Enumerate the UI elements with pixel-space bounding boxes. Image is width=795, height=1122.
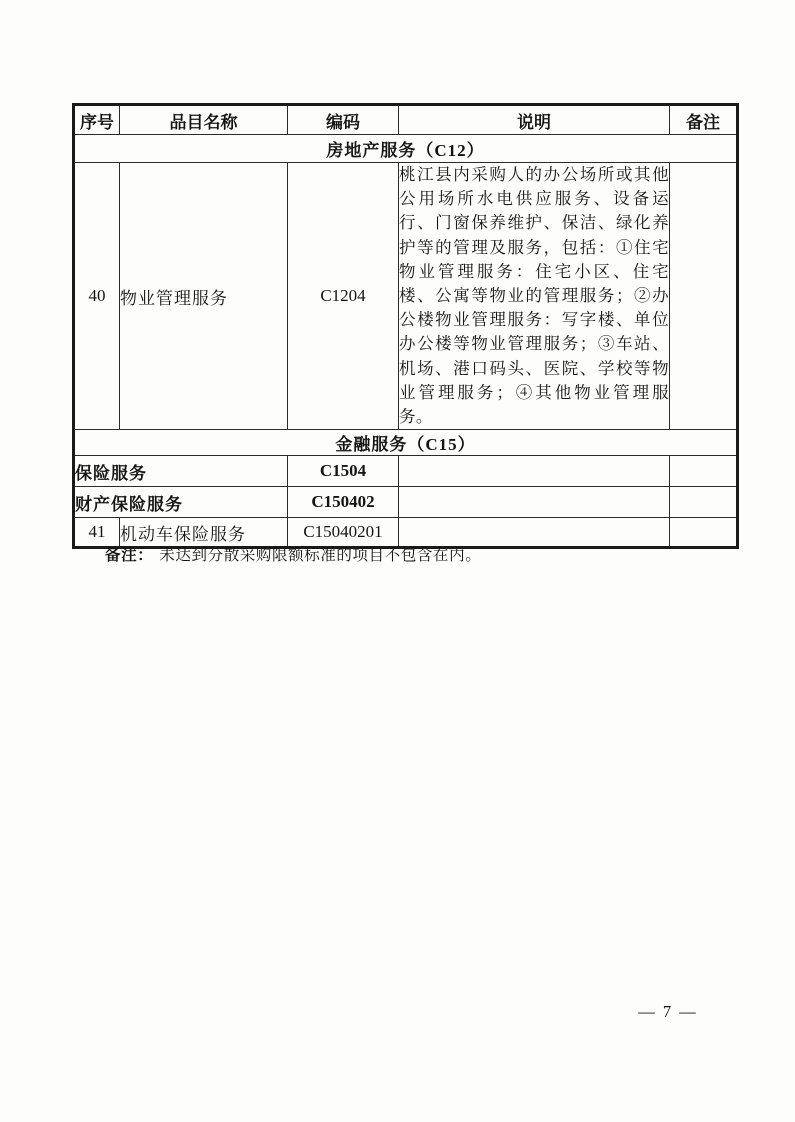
cell-remarks [670, 518, 738, 548]
section-row-financial [74, 430, 738, 456]
cell-serial-number: 41 [74, 518, 120, 548]
table-row [74, 487, 738, 518]
table-header-row [74, 105, 738, 135]
cell-item-name: 机动车保险服务 [120, 518, 288, 548]
cell-remarks [670, 163, 738, 430]
header-serial-number: 序号 [74, 105, 120, 135]
cell-description [399, 163, 670, 430]
footnote-text: 未达到分散采购限额标准的项目不包含在内。 [159, 547, 482, 564]
page-number: — 7 — [638, 1002, 698, 1021]
cell-category-name: 保险服务 [74, 456, 288, 487]
description-text: 桃江县内采购人的办公场所或其他公用场所水电供应服务、设备运行、门窗保养维护、保洁、绿化养护等的管理及服务，包括：①住宅物业管理服务：住宅小区、住宅楼、公寓等物业的管理服务；②办公楼物业管理服务：写字楼、单位办公楼等物业管理服务；③车站、机场、港口码头、医院、学校等物业管理服务；④其他物业管理服务。 [399, 165, 669, 427]
cell-remarks [670, 487, 738, 518]
footnote-label: 备注： [105, 547, 154, 564]
table-footnote [105, 543, 481, 565]
header-description: 说明 [399, 105, 670, 135]
header-remarks: 备注 [670, 105, 738, 135]
section-label-real-estate: 房地产服务（C12） [74, 135, 738, 163]
cell-code: C15040201 [288, 518, 399, 548]
header-item-name: 品目名称 [120, 105, 288, 135]
cell-code: C150402 [288, 487, 399, 518]
table-row [74, 163, 738, 430]
table-row [74, 456, 738, 487]
cell-category-name: 财产保险服务 [74, 487, 288, 518]
cell-code: C1204 [288, 163, 399, 430]
cell-serial-number: 40 [74, 163, 120, 430]
header-code: 编码 [288, 105, 399, 135]
section-label-financial: 金融服务（C15） [74, 430, 738, 456]
cell-code: C1504 [288, 456, 399, 487]
procurement-catalog-table [72, 103, 739, 549]
cell-remarks [670, 456, 738, 487]
cell-description [399, 487, 670, 518]
section-row-real-estate [74, 135, 738, 163]
cell-description [399, 456, 670, 487]
cell-item-name: 物业管理服务 [120, 163, 288, 430]
